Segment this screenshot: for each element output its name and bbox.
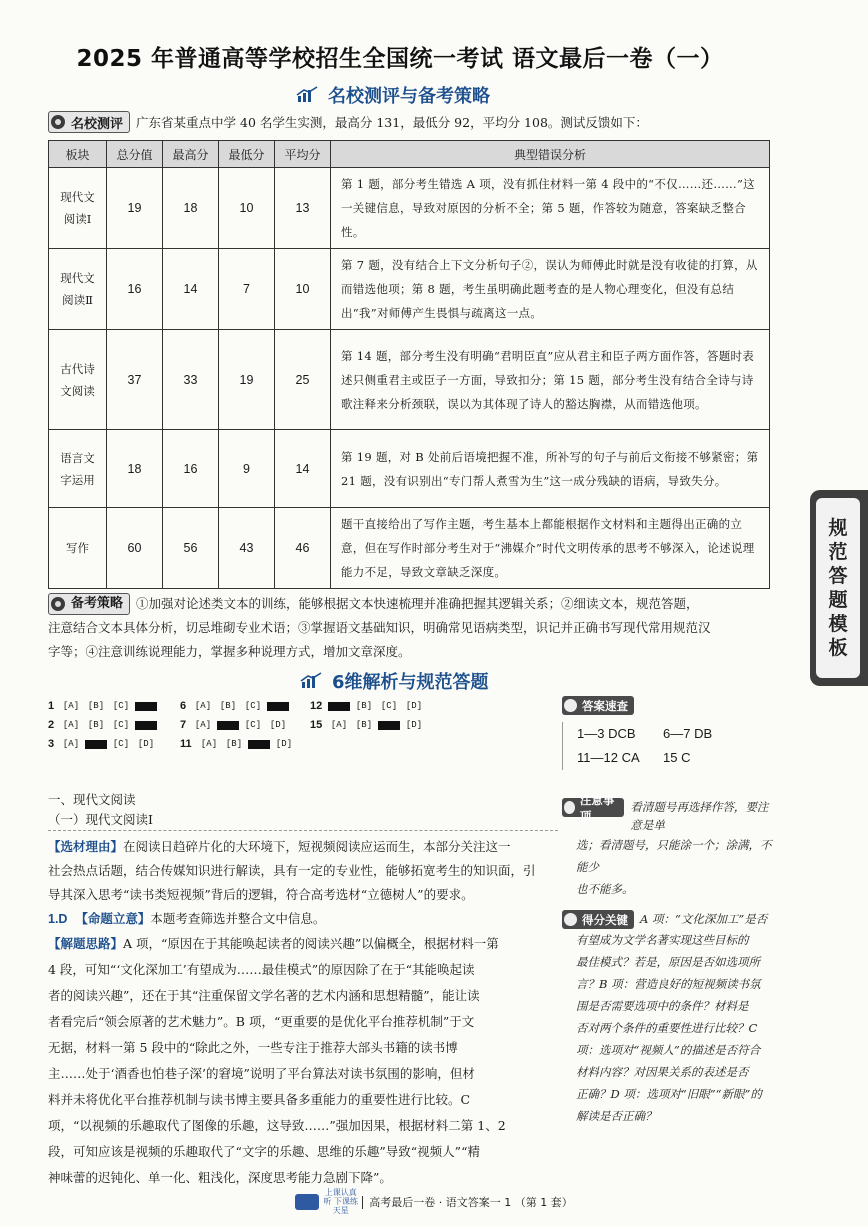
idea-line: 者看完后“领会原著的艺术魅力”。B 项，“更重要的是优化平台推荐机制”于文 <box>48 1014 475 1029</box>
strategy-line: ①加强对论述类文本的训练，能够根据文本快速梳理并准确把握其逻辑关系；②细读文本，规范答题， <box>136 596 699 611</box>
intent-label: 【命题立意】 <box>75 911 151 926</box>
idea-line: 者的阅读兴趣”，还在于其“注重保留文学名著的艺术内涵和思想精髓”，能让读 <box>48 988 480 1003</box>
section-heading-analysis <box>300 668 489 694</box>
answer-row <box>48 719 160 731</box>
analysis-cell: 第 14 题，部分考生没有明确“君明臣直”应从君主和臣子两方面作答，答题时表述只侧重君主或臣子一方面，导致扣分；第 15 题，部分考生没有结合全诗与诗歌注释来分析颈联，误以为其体现了诗人的豁达胸襟，从而错选他项。 <box>331 330 770 430</box>
min-cell: 9 <box>219 430 275 508</box>
footer-text: 高考最后一卷 · 语文答案一 1 （第 1 套） <box>362 1196 572 1209</box>
answer-bubble-d: [D] <box>405 701 423 711</box>
answer-bubble-a: [A] <box>200 739 218 749</box>
answer-sheet <box>48 700 548 760</box>
column-header: 最高分 <box>163 141 219 168</box>
block-cell: 写作 <box>49 508 107 589</box>
answer-number: 12 <box>310 700 323 712</box>
avg-cell: 10 <box>275 249 331 330</box>
answer-bubble-c: [C] <box>380 701 398 711</box>
chart-icon <box>296 86 320 104</box>
answer-bubble-c <box>378 721 400 730</box>
block-cell: 古代诗 文阅读 <box>49 330 107 430</box>
intent-text: 本题考查筛选并整合文中信息。 <box>150 911 326 926</box>
max-cell: 18 <box>163 168 219 249</box>
idea-line: 主……处于‘酒香也怕巷子深’的窘境”说明了平台算法对读书氛围的影响，但材 <box>48 1066 475 1081</box>
table-header-row <box>49 141 770 168</box>
answer-bubble-d <box>267 702 289 711</box>
notice-icon <box>564 801 575 814</box>
block-cell: 现代文 阅读Ⅰ <box>49 168 107 249</box>
quick-check-label: 答案速查 <box>562 696 634 715</box>
min-cell: 7 <box>219 249 275 330</box>
block-cell: 语言文 字运用 <box>49 430 107 508</box>
reason-text: 在阅读日趋碎片化的大环境下，短视频阅读应运而生，本部分关注这一 <box>123 839 511 854</box>
tag-bullet-icon <box>51 115 65 129</box>
notice-text: 也不能多。 <box>576 882 634 896</box>
max-cell: 56 <box>163 508 219 589</box>
notice-text: 选；看清题号，只能涂一个；涂满，不能少 <box>576 838 772 874</box>
avg-cell: 14 <box>275 430 331 508</box>
answer-bubble-c <box>248 740 270 749</box>
idea-line: 项，“以视频的乐趣取代了图像的乐趣，这导致……”强加因果，根据材料二第 1、2 <box>48 1118 506 1133</box>
min-cell: 19 <box>219 330 275 430</box>
answer-row <box>180 738 298 750</box>
answer-bubble-a: [A] <box>62 739 80 749</box>
idea-line: 无据，材料一第 5 段中的“除此之外，一些专注于推荐大部头书籍的读书博 <box>48 1040 458 1055</box>
answer-bubble-c: [C] <box>112 701 130 711</box>
max-cell: 33 <box>163 330 219 430</box>
answer-bubble-d <box>135 702 157 711</box>
answer-bubble-a: [A] <box>330 720 348 730</box>
answer-bubble-c: [C] <box>244 701 262 711</box>
tag-bullet-icon <box>51 597 65 611</box>
answer-bubble-b <box>85 740 107 749</box>
answer-bubble-d: [D] <box>137 739 155 749</box>
quick-check-answers: 1—3 DCB 6—7 DB 11—12 CA 15 C <box>562 722 772 770</box>
scoring-line: 有望成为文学名著实现这些目标的 <box>576 933 749 947</box>
answer-bubble-c: [C] <box>112 739 130 749</box>
scoring-line: 围是否需要选项中的条件？材料是 <box>576 999 749 1013</box>
answer-number: 2 <box>48 719 55 731</box>
reason-label: 【选材理由】 <box>48 839 124 854</box>
key-icon <box>564 913 577 926</box>
total-cell: 19 <box>107 168 163 249</box>
column-header: 平均分 <box>275 141 331 168</box>
avg-cell: 25 <box>275 330 331 430</box>
scoring-line: 否对两个条件的重要性进行比较？C <box>576 1021 758 1035</box>
answer-number: 6 <box>180 700 187 712</box>
avg-cell: 46 <box>275 508 331 589</box>
chart-icon <box>300 672 324 690</box>
reason-text: 社会热点话题，结合传媒知识进行解读，具有一定的专业性，能够拓宽考生的知识面，引 <box>48 863 536 878</box>
scoring-line: 最佳模式？若是，原因是否如选项所 <box>576 955 760 969</box>
strategy-block <box>48 592 768 664</box>
column-header: 总分值 <box>107 141 163 168</box>
pencil-icon <box>564 699 577 712</box>
analysis-cell: 题干直接给出了写作主题，考生基本上都能根据作文材料和主题得出正确的立意，但在写作时部分考生对于“沸媒介”时代文明传承的思考不够深入，论述说理能力不足，导致文章缺乏深度。 <box>331 508 770 589</box>
answer-bubble-a <box>328 702 350 711</box>
min-cell: 43 <box>219 508 275 589</box>
reason-text: 导其深入思考“读书类短视频”背后的逻辑，符合高考选材“立德树人”的要求。 <box>48 887 474 902</box>
answer-row <box>48 700 160 712</box>
score-table <box>48 140 770 589</box>
total-cell: 16 <box>107 249 163 330</box>
answer-bubble-d: [D] <box>405 720 423 730</box>
answer-bubble-c: [C] <box>244 720 262 730</box>
idea-line: 料并未将优化平台推荐机制与读书博主要具备多重能力的重要性进行比较。C <box>48 1092 471 1107</box>
answer-bubble-b: [B] <box>87 701 105 711</box>
scoring-line: A 项：“文化深加工”是否 <box>640 912 768 926</box>
answer-bubble-a: [A] <box>194 720 212 730</box>
answer-bubble-d: [D] <box>275 739 293 749</box>
answer-bubble-b: [B] <box>219 701 237 711</box>
total-cell: 37 <box>107 330 163 430</box>
evaluation-intro: 广东省某重点中学 40 名学生实测，最高分 131，最低分 92，平均分 108。测试反馈如下： <box>136 115 648 130</box>
answer-bubble-d: [D] <box>269 720 287 730</box>
answer-row <box>180 719 292 731</box>
strategy-line: 字等；④注意训练说理能力，掌握多种说理方式，增加文章深度。 <box>48 644 411 659</box>
evaluation-tag: 名校测评 <box>48 111 130 133</box>
answer-number: 7 <box>180 719 187 731</box>
avg-cell: 13 <box>275 168 331 249</box>
strategy-line: 注意结合文本具体分析，切忌堆砌专业术语；③掌握语文基础知识，明确常见语病类型，识记并正确书写现代常用规范汉 <box>48 620 711 635</box>
answer-number: 11 <box>180 738 192 750</box>
notice-label: 注意事项 <box>562 798 624 817</box>
scoring-line: 正确？D 项：选项对“旧眼”“新眼”的 <box>576 1087 762 1101</box>
answer-bubble-a: [A] <box>62 720 80 730</box>
strategy-tag: 备考策略 <box>48 593 130 615</box>
answer-row <box>310 700 428 712</box>
column-header: 板块 <box>49 141 107 168</box>
subsection-heading: （一）现代文阅读Ⅰ <box>48 810 558 831</box>
answer-bubble-d <box>135 721 157 730</box>
quick-check-panel <box>562 696 772 770</box>
table-row <box>49 430 770 508</box>
question-number: 1.D <box>48 912 68 926</box>
idea-line: A 项，“原因在于其能唤起读者的阅读兴趣”以偏概全，根据材料一第 <box>123 936 499 951</box>
section-title: 6维解析与规范答题 <box>332 672 489 693</box>
answer-bubble-c: [C] <box>112 720 130 730</box>
answer-row <box>310 719 428 731</box>
answer-bubble-a: [A] <box>62 701 80 711</box>
side-tab <box>810 490 868 686</box>
scoring-line: 言？B 项：营造良好的短视频读书氛 <box>576 977 761 991</box>
brand-slogan: 上课认真听 下课练天星 <box>323 1188 359 1215</box>
table-row <box>49 508 770 589</box>
table-row <box>49 168 770 249</box>
notice-text: 看清题号再选择作答，要注意是单 <box>630 800 769 832</box>
page-footer <box>0 1188 868 1215</box>
analysis-cell: 第 1 题，部分考生错选 A 项，没有抓住材料一第 4 段中的“不仅……还……”这一关键信息，导致对原因的分析不全；第 5 题，作答较为随意，答案缺乏整合性。 <box>331 168 770 249</box>
total-cell: 60 <box>107 508 163 589</box>
answer-row <box>180 700 292 712</box>
table-row <box>49 249 770 330</box>
total-cell: 18 <box>107 430 163 508</box>
answer-number: 15 <box>310 719 323 731</box>
max-cell: 16 <box>163 430 219 508</box>
idea-line: 段，可知应该是视频的乐趣取代了“文字的乐趣、思维的乐趣”导致“视频人”“精 <box>48 1144 480 1159</box>
section-title: 名校测评与备考策略 <box>328 86 490 107</box>
side-tab-label: 规 范 答 题 模 板 <box>816 498 860 678</box>
table-row <box>49 330 770 430</box>
answer-number: 1 <box>48 700 55 712</box>
scoring-line: 材料内容？对因果关系的表述是否 <box>576 1065 749 1079</box>
scoring-panel <box>562 910 777 1127</box>
answer-bubble-b: [B] <box>225 739 243 749</box>
column-header: 最低分 <box>219 141 275 168</box>
analysis-body <box>48 790 558 1191</box>
analysis-cell: 第 19 题，对 B 处前后语境把握不准，所补写的句子与前后文衔接不够紧密；第 21 题，没有识别出“专门帮人煮雪为生”这一成分残缺的语病，导致失分。 <box>331 430 770 508</box>
section-heading: 一、现代文阅读 <box>48 792 136 807</box>
page-title: 2025 年普通高等学校招生全国统一考试 语文最后一卷（一） <box>76 46 724 72</box>
answer-bubble-b: [B] <box>355 720 373 730</box>
block-cell: 现代文 阅读Ⅱ <box>49 249 107 330</box>
answer-number: 3 <box>48 738 55 750</box>
notice-panel <box>562 792 777 900</box>
answer-bubble-b: [B] <box>87 720 105 730</box>
evaluation-intro-row <box>48 111 648 133</box>
max-cell: 14 <box>163 249 219 330</box>
answer-bubble-b: [B] <box>355 701 373 711</box>
min-cell: 10 <box>219 168 275 249</box>
answer-bubble-b <box>217 721 239 730</box>
scoring-line: 解读是否正确？ <box>576 1109 657 1123</box>
scoring-line: 项：选项对“视频人”的描述是否符合 <box>576 1043 761 1057</box>
brand-logo-icon <box>295 1194 319 1210</box>
idea-label: 【解题思路】 <box>48 936 124 951</box>
answer-bubble-a: [A] <box>194 701 212 711</box>
column-header: 典型错误分析 <box>331 141 770 168</box>
section-heading-evaluation <box>296 82 490 108</box>
analysis-cell: 第 7 题，没有结合上下文分析句子②，误认为师傅此时就是没有收徒的打算，从而错选他项；第 8 题，考生虽明确此题考查的是人物心理变化，但没有总结出“我”对师傅产生畏惧与疏离这一点。 <box>331 249 770 330</box>
answer-row <box>48 738 160 750</box>
idea-line: 神味蕾的迟钝化、单一化、粗浅化，深度思考能力急剧下降”。 <box>48 1170 392 1185</box>
idea-line: 4 段，可知“‘文化深加工’有望成为……最佳模式”的原因除了在于“其能唤起读 <box>48 962 475 977</box>
scoring-label: 得分关键 <box>562 910 634 929</box>
